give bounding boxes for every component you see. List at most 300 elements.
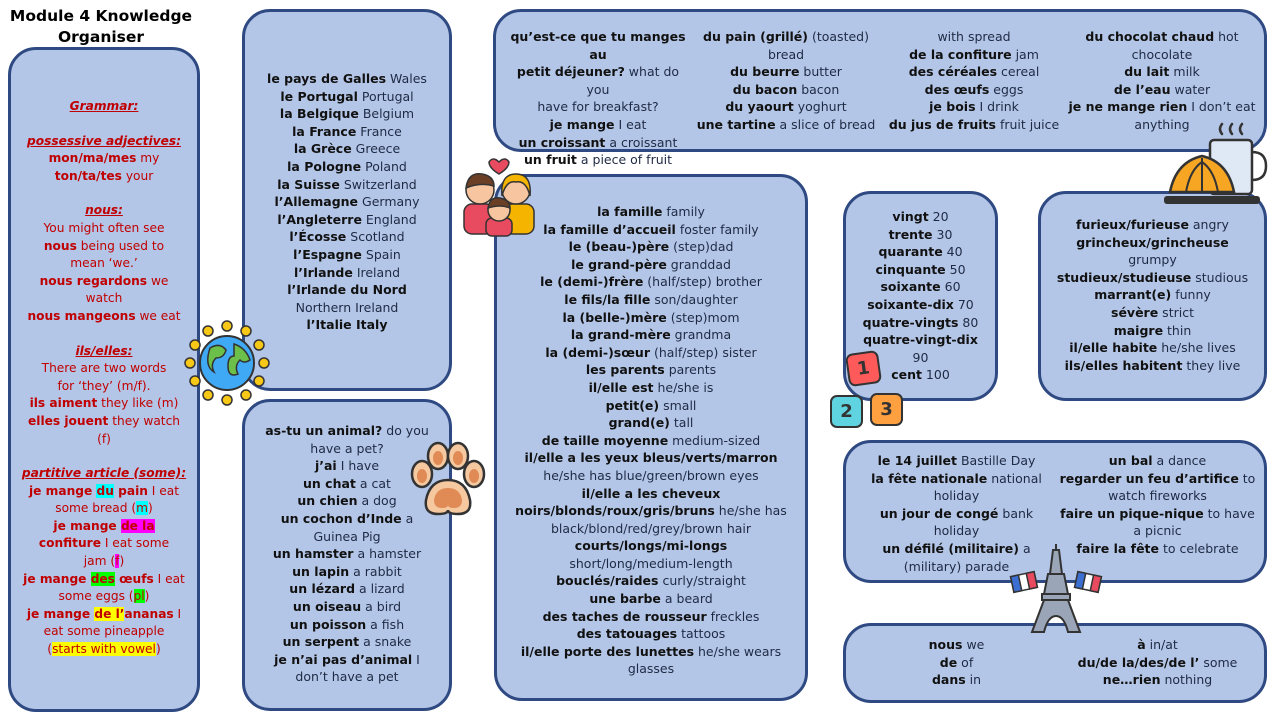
vocab-line xyxy=(497,608,805,626)
french-term: je bois xyxy=(929,99,976,115)
vocab-line xyxy=(880,28,1068,46)
english-meaning: son/daughter xyxy=(650,291,738,307)
english-meaning: a xyxy=(401,510,414,526)
english-meaning: 20 xyxy=(928,209,949,224)
grammar-line: eat some pineapple xyxy=(43,624,165,639)
french-term: as-tu un animal? xyxy=(265,423,383,438)
vocab-line xyxy=(504,98,692,116)
english-meaning: don’t have a pet xyxy=(295,669,399,685)
english-meaning: we xyxy=(962,637,985,652)
vocab-line xyxy=(504,134,692,152)
vocab-line xyxy=(497,203,805,221)
vocab-line xyxy=(1057,522,1258,540)
english-meaning: a picnic xyxy=(1133,523,1182,539)
english-meaning: holiday xyxy=(933,523,980,539)
nous-heading: nous: xyxy=(85,203,123,218)
misc-col-1 xyxy=(856,636,1057,689)
english-meaning: national xyxy=(987,470,1042,486)
french-term: à xyxy=(1137,637,1146,652)
english-meaning: chocolate xyxy=(1131,46,1193,62)
english-meaning: holiday xyxy=(933,488,980,504)
english-meaning: France xyxy=(356,123,402,139)
vocab-line xyxy=(245,176,449,194)
english-meaning: I eat xyxy=(614,116,647,132)
vocab-line xyxy=(846,226,995,244)
french-term: sévère xyxy=(1111,304,1159,320)
french-term: il/elle a les yeux bleus/verts/marron xyxy=(524,450,778,466)
grammar-line: ils aiment they like (m) xyxy=(29,396,179,411)
english-meaning: freckles xyxy=(706,608,760,624)
possessive-heading: possessive adjectives: xyxy=(27,133,181,148)
english-meaning: (half/step) brother xyxy=(643,274,762,290)
english-meaning: Portugal xyxy=(357,88,414,104)
english-meaning: (step)mom xyxy=(666,309,740,325)
vocab-line xyxy=(1041,339,1264,357)
french-term: un chat xyxy=(303,475,356,491)
vocab-line xyxy=(245,228,449,246)
french-term: des céréales xyxy=(908,64,998,80)
french-term: du pain (grillé) xyxy=(703,29,808,44)
french-term: le (demi-)frère xyxy=(540,274,644,290)
english-meaning: medium-sized xyxy=(668,432,761,448)
english-meaning: Guinea Pig xyxy=(313,528,381,544)
english-meaning: he/she wears xyxy=(694,643,782,659)
english-meaning: have for breakfast? xyxy=(537,99,659,115)
french-term: l’Espagne xyxy=(293,246,362,262)
english-meaning: 60 xyxy=(940,279,961,295)
grammar-line: some bread (m) xyxy=(55,501,153,516)
english-meaning: he/she is xyxy=(653,379,714,395)
french-term: furieux/furieuse xyxy=(1076,217,1189,232)
vocab-line xyxy=(245,123,449,141)
vocab-line xyxy=(497,520,805,538)
number-block: 3 xyxy=(870,393,903,426)
french-term: l’Angleterre xyxy=(277,211,362,227)
french-term: grincheux/grincheuse xyxy=(1076,234,1229,250)
vocab-line xyxy=(1068,63,1256,81)
french-term: trente xyxy=(888,226,933,242)
french-term: un serpent xyxy=(282,634,360,650)
french-term: le 14 juillet xyxy=(877,453,957,468)
vocab-line xyxy=(245,651,449,669)
vocab-line xyxy=(497,660,805,678)
vocab-line xyxy=(245,193,449,211)
french-term: ne…rien xyxy=(1102,672,1161,688)
vocab-line xyxy=(856,636,1057,654)
vocab-line xyxy=(856,470,1057,488)
english-meaning: 70 xyxy=(953,296,974,312)
vocab-line xyxy=(497,590,805,608)
countries-panel xyxy=(242,9,452,391)
french-term: des tatouages xyxy=(576,626,678,642)
english-meaning: a slice of bread xyxy=(775,116,876,132)
english-meaning: a lizard xyxy=(355,581,405,597)
english-meaning: I xyxy=(412,651,420,667)
french-term: du yaourt xyxy=(725,99,794,115)
english-meaning: Germany xyxy=(358,194,420,210)
english-meaning: he/she lives xyxy=(1157,340,1236,356)
vocab-line xyxy=(846,278,995,296)
english-meaning: 30 xyxy=(932,226,953,242)
english-meaning: to xyxy=(1238,470,1256,486)
vocab-line xyxy=(497,643,805,661)
english-meaning: tall xyxy=(669,415,694,431)
family-icon xyxy=(458,156,540,238)
grammar-line: for ‘they’ (m/f). xyxy=(57,378,151,393)
vocab-line xyxy=(880,98,1068,116)
french-term: noirs/blonds/roux/gris/bruns xyxy=(515,503,715,519)
vocab-line xyxy=(245,316,449,334)
vocab-line xyxy=(880,116,1068,134)
vocab-line xyxy=(245,281,449,299)
grammar-line: You might often see xyxy=(43,220,165,235)
breakfast-col-1 xyxy=(504,28,692,169)
english-meaning: some xyxy=(1199,654,1238,670)
french-term: le grand-père xyxy=(571,256,667,272)
french-term: une tartine xyxy=(696,116,776,132)
french-term: des taches de rousseur xyxy=(542,608,707,624)
english-meaning: a snake xyxy=(359,634,412,650)
english-meaning: 40 xyxy=(942,244,963,260)
vocab-line xyxy=(497,221,805,239)
french-term: dans xyxy=(931,672,966,688)
english-meaning: what do you xyxy=(586,64,680,97)
english-meaning: Spain xyxy=(361,246,401,262)
vocab-line xyxy=(1041,322,1264,340)
french-term: maigre xyxy=(1113,322,1164,338)
english-meaning: a beard xyxy=(660,591,713,607)
french-term: un lézard xyxy=(289,581,356,597)
french-term: studieux/studieuse xyxy=(1056,269,1192,285)
english-meaning: 50 xyxy=(945,261,966,277)
french-term: du lait xyxy=(1124,64,1170,80)
vocab-line xyxy=(245,140,449,158)
english-meaning: 100 xyxy=(921,367,950,383)
french-term: quatre-vingts xyxy=(862,314,959,330)
english-meaning: milk xyxy=(1169,64,1200,80)
english-meaning: bacon xyxy=(797,81,840,97)
french-term: la Pologne xyxy=(287,158,362,174)
breakfast-col-2 xyxy=(692,28,880,169)
vocab-line xyxy=(846,261,995,279)
french-term: la (demi-)sœur xyxy=(545,344,650,360)
vocab-line xyxy=(497,291,805,309)
vocab-line xyxy=(497,379,805,397)
english-meaning: (half/step) sister xyxy=(649,344,757,360)
french-term: le Portugal xyxy=(280,88,358,104)
english-meaning: studious xyxy=(1191,269,1249,285)
english-meaning: funny xyxy=(1171,287,1211,303)
vocab-line xyxy=(1041,286,1264,304)
english-meaning: with spread xyxy=(937,29,1011,44)
french-term: l’Écosse xyxy=(289,229,347,245)
vocab-line xyxy=(245,616,449,634)
french-term: un croissant xyxy=(518,134,606,150)
french-term: il/elle a les cheveux xyxy=(581,485,721,501)
french-term: un bal xyxy=(1108,453,1153,468)
grammar-line: some eggs (pl) xyxy=(58,589,150,604)
vocab-line xyxy=(856,452,1057,470)
vocab-line xyxy=(497,467,805,485)
title-line-1: Module 4 Knowledge xyxy=(9,7,193,25)
grammar-line: je mange des œufs I eat xyxy=(23,571,185,586)
french-term: un oiseau xyxy=(292,598,362,614)
french-term: soixante-dix xyxy=(867,296,954,312)
english-meaning: eggs xyxy=(989,81,1024,97)
vocab-line xyxy=(692,116,880,134)
english-meaning: grandma xyxy=(670,327,732,343)
vocab-line xyxy=(497,449,805,467)
vocab-line xyxy=(497,256,805,274)
adjectives-list xyxy=(1041,194,1264,374)
vocab-line xyxy=(245,246,449,264)
vocab-line xyxy=(245,158,449,176)
vocab-line xyxy=(245,545,449,563)
french-term: marrant(e) xyxy=(1094,287,1172,303)
french-term: la Grèce xyxy=(293,141,352,157)
english-meaning: 80 xyxy=(958,314,979,330)
french-term: une barbe xyxy=(589,591,661,607)
french-term: la fête nationale xyxy=(871,470,988,486)
vocab-line xyxy=(245,70,449,88)
grammar-line: elles jouent they watch xyxy=(28,413,180,428)
french-term: de la confiture xyxy=(909,46,1012,62)
grammar-line: jam (f) xyxy=(83,554,125,569)
french-term: un poisson xyxy=(289,616,367,632)
countries-list xyxy=(245,12,449,334)
english-meaning: watch fireworks xyxy=(1108,488,1207,504)
vocab-line xyxy=(497,309,805,327)
english-meaning: a cat xyxy=(355,475,391,491)
english-meaning: to celebrate xyxy=(1159,540,1239,556)
vocab-line xyxy=(1041,304,1264,322)
english-meaning: (step)dad xyxy=(669,239,734,255)
english-meaning: foster family xyxy=(675,221,759,237)
french-term: un chien xyxy=(297,493,358,509)
french-term: de taille moyenne xyxy=(541,432,669,448)
english-meaning: bread xyxy=(767,46,805,62)
french-term: il/elle habite xyxy=(1069,340,1158,356)
vocab-line xyxy=(245,299,449,317)
french-term: un fruit xyxy=(523,152,577,168)
vocab-line xyxy=(245,105,449,123)
grammar-line: mon/ma/mes my xyxy=(48,151,160,166)
english-meaning: yoghurt xyxy=(793,99,847,115)
english-meaning: cereal xyxy=(997,64,1040,80)
vocab-line xyxy=(497,432,805,450)
english-meaning: a piece of fruit xyxy=(576,152,673,168)
vocab-line xyxy=(846,296,995,314)
french-term: soixante xyxy=(880,279,941,295)
vocab-line xyxy=(1041,234,1264,252)
french-term: regarder un feu d’artifice xyxy=(1059,470,1239,486)
vocab-line xyxy=(1057,671,1258,689)
french-term: je n’ai pas d’animal xyxy=(274,651,413,667)
french-term: de xyxy=(939,654,958,670)
english-meaning: a dance xyxy=(1152,453,1207,468)
grammar-line: nous regardons we xyxy=(39,273,169,288)
french-term: il/elle est xyxy=(588,379,654,395)
french-term: petit déjeuner? xyxy=(516,64,625,80)
english-meaning: Ireland xyxy=(352,264,401,280)
english-meaning: in/at xyxy=(1145,637,1178,652)
vocab-line xyxy=(692,63,880,81)
number-blocks-icon xyxy=(830,350,910,434)
vocab-line xyxy=(1057,654,1258,672)
french-term: la Suisse xyxy=(277,176,340,192)
vocab-line xyxy=(692,28,880,46)
french-term: le fils/la fille xyxy=(564,291,651,307)
english-meaning: Bastille Day xyxy=(956,453,1036,468)
vocab-line xyxy=(245,580,449,598)
grammar-line: je mange de la xyxy=(53,518,155,533)
english-meaning: granddad xyxy=(666,256,731,272)
grammar-line: confiture I eat some xyxy=(38,536,170,551)
french-term: la Belgique xyxy=(279,106,359,122)
vocab-line xyxy=(880,63,1068,81)
misc-col-2 xyxy=(1057,636,1258,689)
grammar-line: nous being used to xyxy=(43,238,165,253)
english-meaning: a hamster xyxy=(353,546,422,562)
vocab-line xyxy=(497,326,805,344)
english-meaning: Greece xyxy=(351,141,401,157)
english-meaning: to have xyxy=(1203,505,1255,521)
english-meaning: he/she has blue/green/brown eyes xyxy=(543,467,759,483)
english-meaning: tattoos xyxy=(677,626,726,642)
vocab-line xyxy=(1041,216,1264,234)
french-term: je ne mange rien xyxy=(1068,99,1188,115)
french-term: l’Allemagne xyxy=(274,194,359,210)
french-term: la famille d’accueil xyxy=(543,221,676,237)
english-meaning: Poland xyxy=(361,158,407,174)
french-term: faire la fête xyxy=(1076,540,1160,556)
vocab-line xyxy=(497,502,805,520)
grammar-heading: Grammar: xyxy=(69,99,139,113)
adjectives-panel xyxy=(1038,191,1267,401)
vocab-line xyxy=(245,88,449,106)
english-meaning: a rabbit xyxy=(349,563,402,579)
french-term: un hamster xyxy=(272,546,354,562)
english-meaning: a bird xyxy=(361,598,402,614)
grammar-line: There are two words xyxy=(41,361,167,376)
english-meaning: 90 xyxy=(912,349,929,365)
french-term: les parents xyxy=(585,362,665,378)
grammar-line: ton/ta/tes your xyxy=(54,168,154,183)
vocab-line xyxy=(856,487,1057,505)
english-meaning: a xyxy=(1018,540,1031,556)
title-line-2: Organiser xyxy=(57,28,145,46)
vocab-line xyxy=(497,344,805,362)
number-block: 2 xyxy=(830,395,863,428)
french-term: il/elle porte des lunettes xyxy=(520,643,695,659)
vocab-line xyxy=(497,397,805,415)
grammar-panel xyxy=(8,47,200,712)
vocab-line xyxy=(692,81,880,99)
vocab-line xyxy=(1068,81,1256,99)
english-meaning: small xyxy=(659,397,697,413)
grammar-line: je mange de l’ananas I xyxy=(26,606,182,621)
vocab-line xyxy=(497,238,805,256)
vocab-line xyxy=(497,414,805,432)
english-meaning: I have xyxy=(336,458,380,474)
vocab-line xyxy=(1057,505,1258,523)
french-term: du/de la/des/de l’ xyxy=(1077,654,1200,670)
vocab-line xyxy=(880,46,1068,64)
french-term: courts/longs/mi-longs xyxy=(574,538,728,554)
grammar-line: (starts with vowel) xyxy=(47,642,161,657)
globe-icon xyxy=(184,320,270,406)
french-term: cinquante xyxy=(875,261,946,277)
french-term: du beurre xyxy=(730,64,800,80)
french-term: un jour de congé xyxy=(879,505,999,521)
english-meaning: fruit juice xyxy=(995,116,1060,132)
vocab-line xyxy=(497,555,805,573)
english-meaning: of xyxy=(957,654,974,670)
english-meaning: a fish xyxy=(366,616,405,632)
vocab-line xyxy=(846,208,995,226)
vocab-line xyxy=(856,671,1057,689)
english-meaning: a croissant xyxy=(605,134,678,150)
english-meaning: bank xyxy=(998,505,1034,521)
vocab-line xyxy=(880,81,1068,99)
vocab-line xyxy=(1057,487,1258,505)
grammar-line: je mange du pain I eat xyxy=(28,483,180,498)
french-term: l’Italie Italy xyxy=(306,317,388,333)
french-term: quatre-vingt-dix xyxy=(863,332,978,348)
french-term: l’Irlande du Nord xyxy=(287,282,407,298)
breakfast-panel xyxy=(493,9,1267,168)
vocab-line xyxy=(846,314,995,332)
english-meaning: strict xyxy=(1158,304,1194,320)
french-term: l’Irlande xyxy=(293,264,353,280)
vocab-line xyxy=(497,625,805,643)
english-meaning: water xyxy=(1170,81,1211,97)
french-term: petit(e) xyxy=(605,397,660,413)
vocab-line xyxy=(245,211,449,229)
vocab-line xyxy=(692,98,880,116)
french-term: un lapin xyxy=(292,563,350,579)
vocab-line xyxy=(245,598,449,616)
vocab-line xyxy=(692,46,880,64)
french-term: des œufs xyxy=(924,81,990,97)
english-meaning: Wales xyxy=(386,71,427,86)
family-panel xyxy=(494,174,808,701)
english-meaning: I don’t eat xyxy=(1187,99,1256,115)
vocab-line xyxy=(1041,251,1264,269)
english-meaning: Belgium xyxy=(358,106,415,122)
vocab-line xyxy=(1041,357,1264,375)
vocab-line xyxy=(497,485,805,503)
english-meaning: black/blond/red/grey/brown hair xyxy=(550,520,752,536)
french-term: faire un pique-nique xyxy=(1060,505,1204,521)
english-meaning: (toasted) xyxy=(808,29,869,44)
french-term: du bacon xyxy=(732,81,798,97)
vocab-line xyxy=(245,422,449,440)
breakfast-col-3 xyxy=(880,28,1068,169)
english-meaning: Scotland xyxy=(346,229,405,245)
vocab-line xyxy=(1068,46,1256,64)
vocab-line xyxy=(1041,269,1264,287)
french-term: cent xyxy=(891,367,922,383)
vocab-line xyxy=(856,522,1057,540)
vocab-line xyxy=(245,633,449,651)
ils-elles-heading: ils/elles: xyxy=(75,343,133,358)
french-term: le pays de Galles xyxy=(267,71,387,86)
grammar-line: mean ‘we.’ xyxy=(70,256,138,271)
page-title xyxy=(6,6,196,48)
french-term: quarante xyxy=(878,244,943,260)
vocab-line xyxy=(1068,98,1256,116)
